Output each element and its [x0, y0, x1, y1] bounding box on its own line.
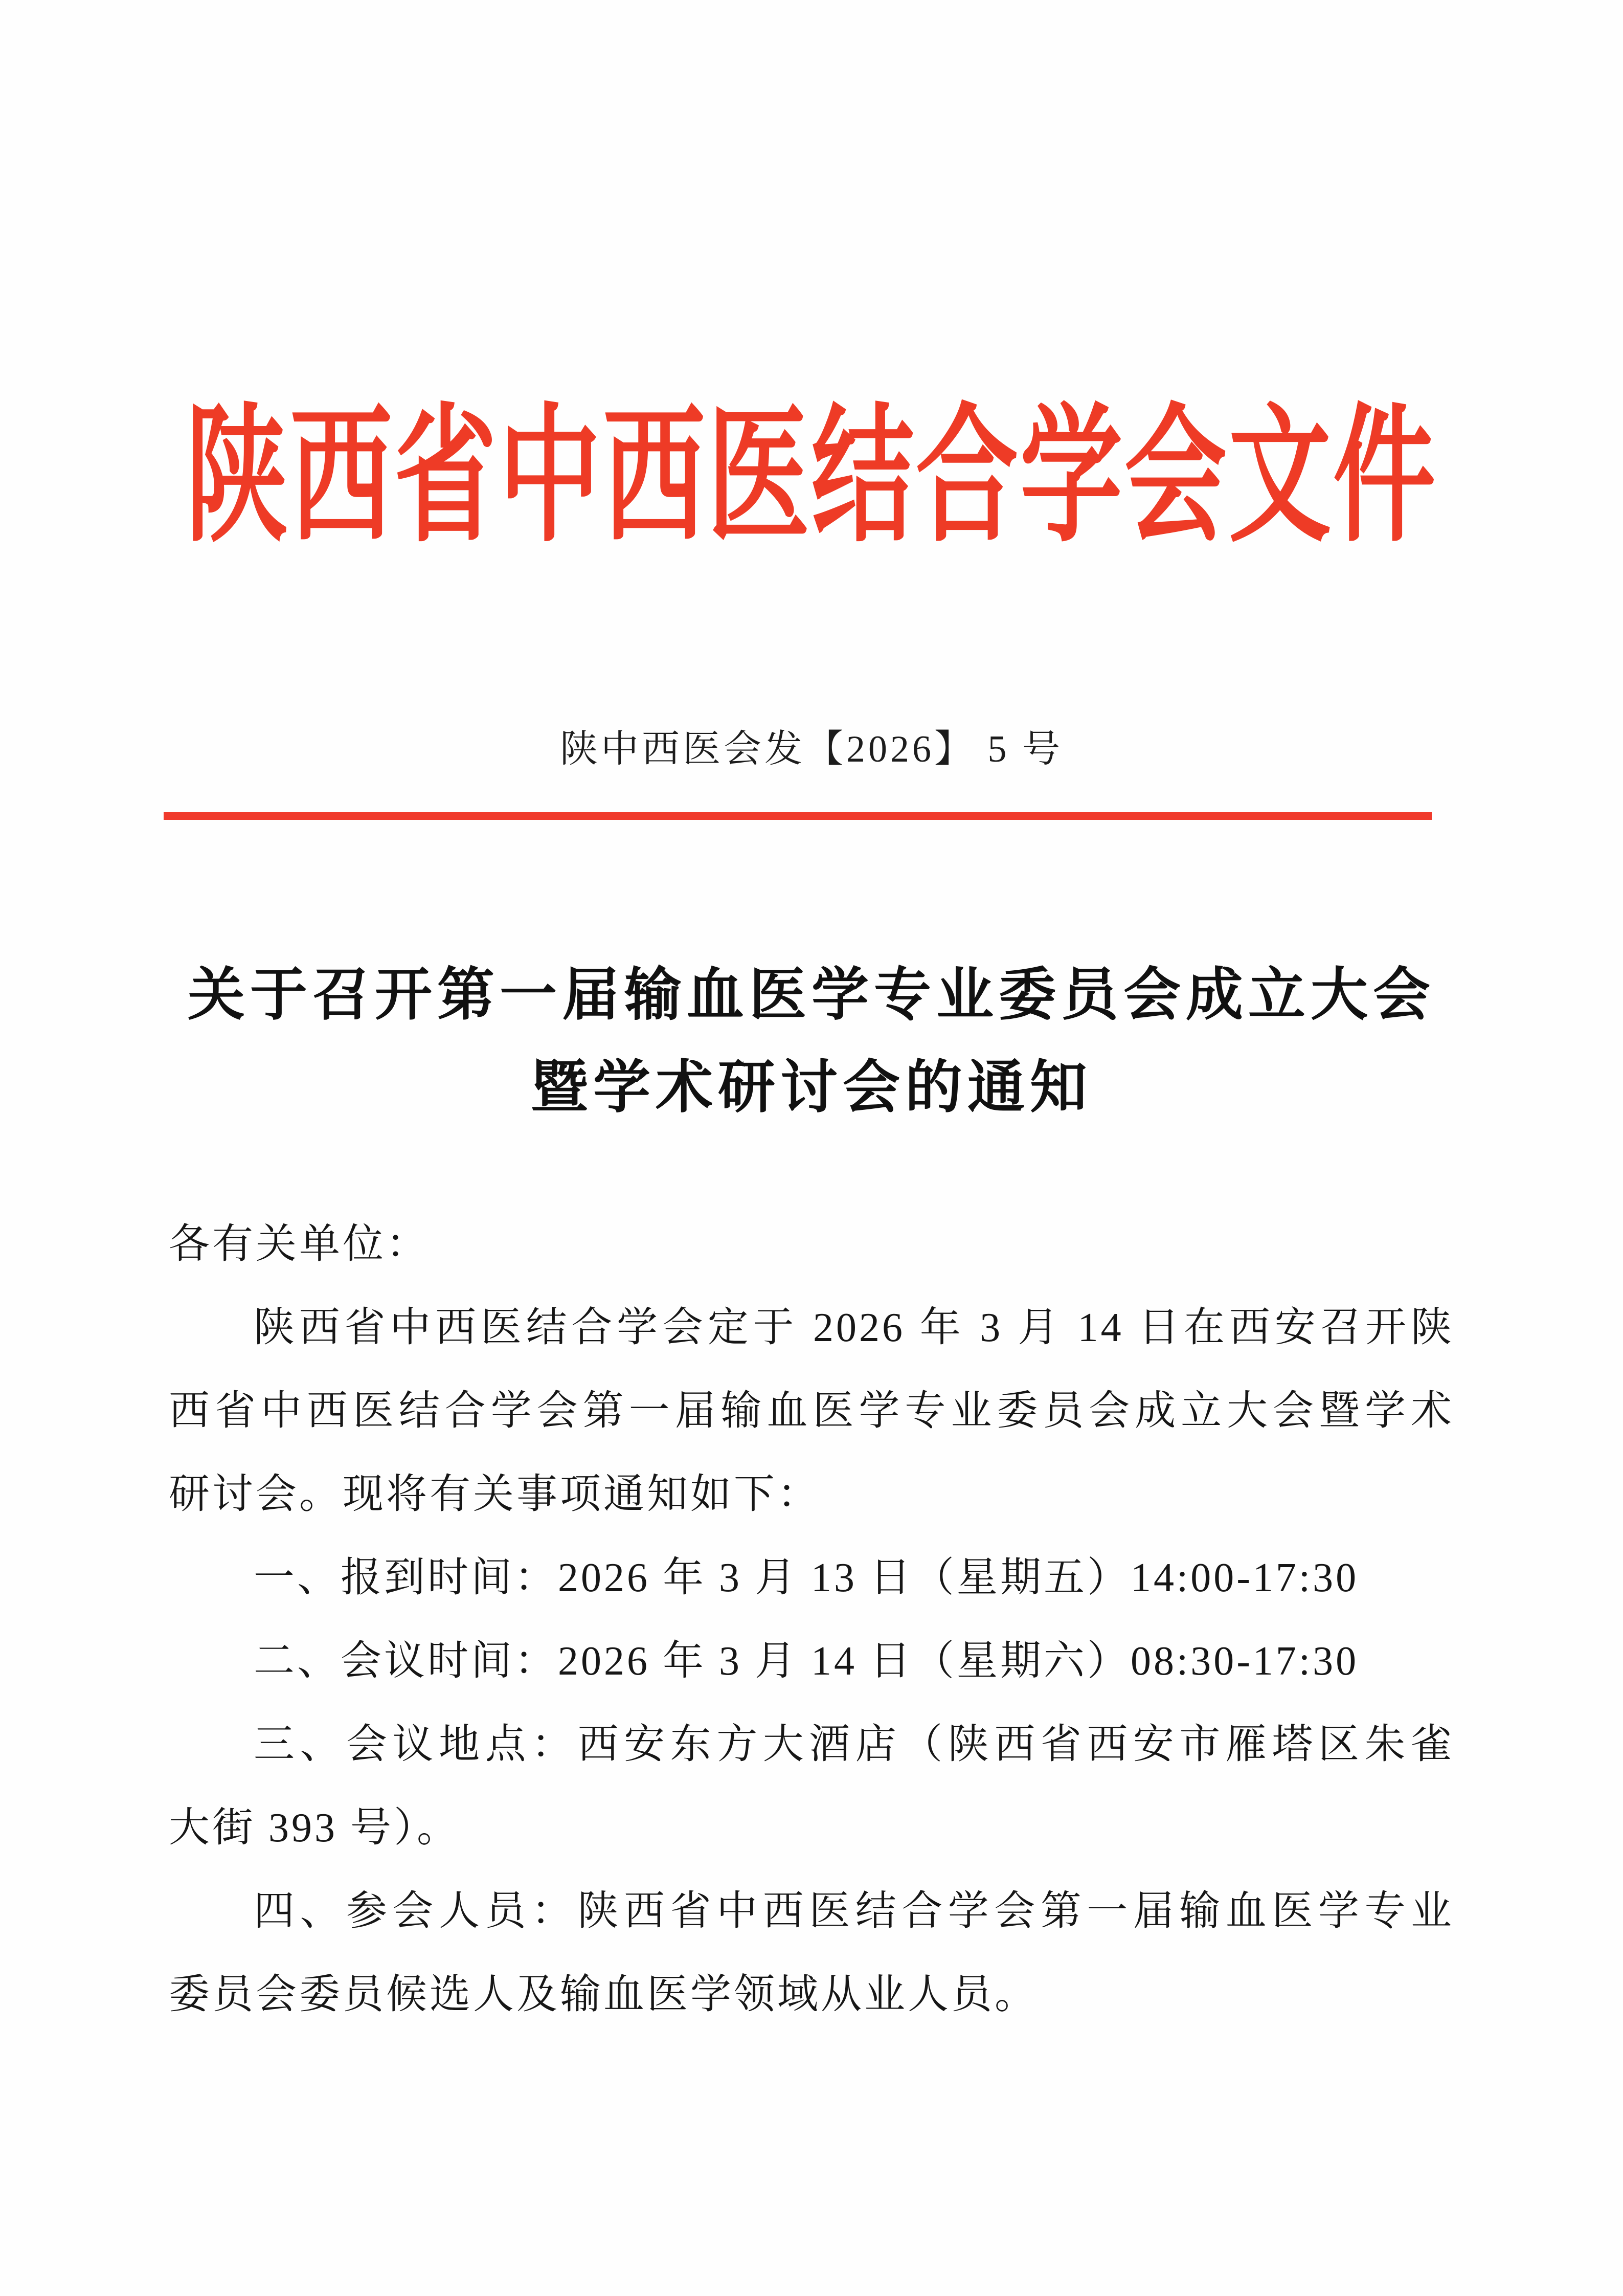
- body-line-item-2: 二、会议时间：2026 年 3 月 14 日（星期六）08:30-17:30: [254, 1639, 1359, 1684]
- body-line: 陕西省中西医结合学会定于 2026 年 3 月 14 日在西安召开陕: [254, 1305, 1454, 1350]
- body-line-item-4: 四、参会人员：陕西省中西医结合学会第一届输血医学专业: [254, 1889, 1454, 1934]
- body-line: 委员会委员候选人及输血医学领域从业人员。: [169, 1972, 1038, 2017]
- red-letterhead-title: 陕西省中西医结合学会文件: [185, 396, 1437, 560]
- notice-title: [0, 949, 1623, 1135]
- document-number: 陕中西医会发【2026】 5 号: [560, 728, 1063, 770]
- body-line-item-3: 三、会议地点：西安东方大酒店（陕西省西安市雁塔区朱雀: [254, 1722, 1454, 1767]
- notice-title-line-1: 关于召开第一届输血医学专业委员会成立大会: [188, 964, 1435, 1027]
- notice-title-line-2: 暨学术研讨会的通知: [531, 1056, 1092, 1120]
- body-line: 研讨会。现将有关事项通知如下：: [169, 1472, 821, 1517]
- body-line: 大街 393 号）。: [169, 1805, 460, 1851]
- body-line: 西省中西医结合学会第一届输血医学专业委员会成立大会暨学术: [169, 1389, 1454, 1434]
- body-line-item-1: 一、报到时间：2026 年 3 月 13 日（星期五）14:00-17:30: [254, 1555, 1359, 1600]
- red-divider-rule: [164, 812, 1432, 820]
- notice-body: [169, 1203, 1454, 2037]
- salutation-line: 各有关单位：: [169, 1222, 430, 1267]
